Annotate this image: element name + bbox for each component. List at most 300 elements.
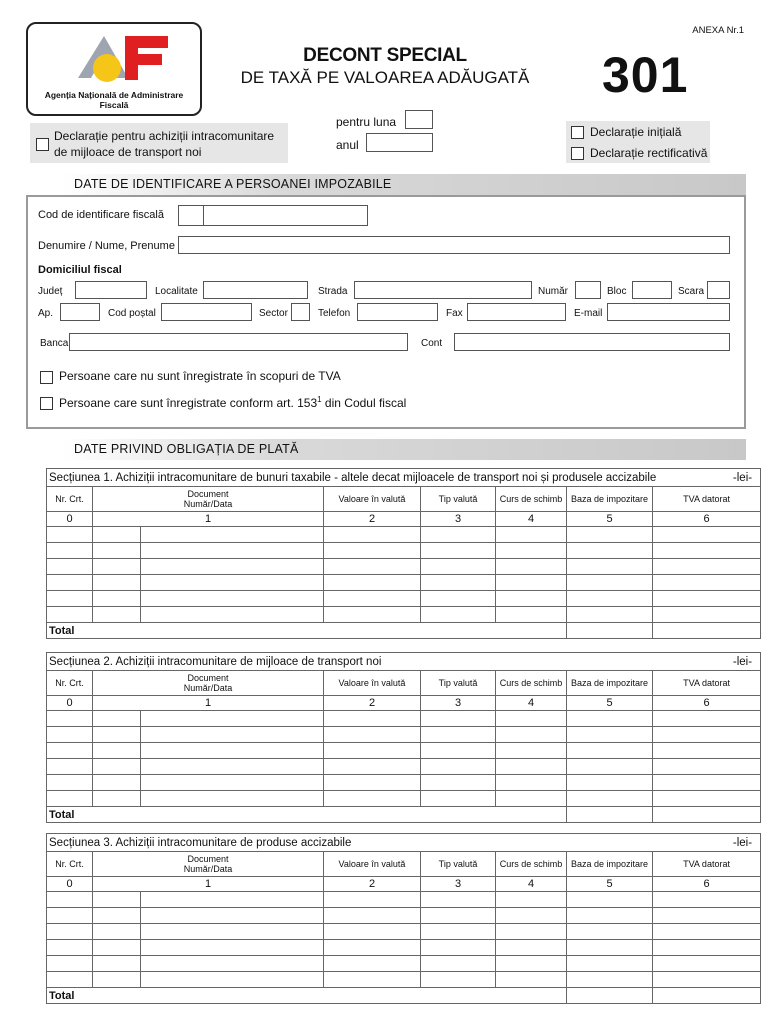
- numar-input[interactable]: [575, 281, 601, 299]
- inregistrate-label-post: din Codul fiscal: [321, 396, 407, 410]
- total-baza-cell[interactable]: [567, 807, 653, 823]
- col-document-text: Număr/Data: [183, 499, 233, 509]
- table-cell[interactable]: [653, 575, 761, 591]
- neinregistrate-checkbox[interactable]: [40, 371, 53, 384]
- logo-text-line1: Agenția Națională de Administrare: [44, 90, 184, 100]
- table-cell[interactable]: [567, 575, 653, 591]
- table-cell[interactable]: [93, 892, 141, 908]
- table-row: [47, 575, 761, 591]
- table-cell[interactable]: [93, 607, 141, 623]
- table-cell[interactable]: [324, 527, 421, 543]
- table-cell[interactable]: [421, 775, 496, 791]
- table-cell[interactable]: [653, 940, 761, 956]
- total-baza-cell[interactable]: [567, 623, 653, 639]
- total-tva-cell[interactable]: [653, 807, 761, 823]
- column-number: 6: [653, 512, 761, 527]
- sectiune-1-table: [46, 468, 761, 639]
- table-cell[interactable]: [496, 956, 567, 972]
- table-row: [47, 940, 761, 956]
- table-cell[interactable]: [567, 607, 653, 623]
- anul-input[interactable]: [366, 133, 433, 152]
- table-cell[interactable]: [496, 543, 567, 559]
- col-nr-crt-text: Nr. Crt.: [55, 494, 84, 504]
- table-cell[interactable]: [47, 727, 93, 743]
- table-cell[interactable]: [567, 940, 653, 956]
- column-number: 3: [421, 512, 496, 527]
- col-curs-schimb-text: Curs de schimb: [499, 494, 563, 504]
- sectiune-title-text: Secțiunea 2. Achiziții intracomunitare de mijloace de transport noi: [49, 655, 382, 668]
- table-cell[interactable]: [93, 956, 141, 972]
- col-baza-impozitare-text: Baza de impozitare: [570, 678, 649, 688]
- column-number: 4: [496, 877, 567, 892]
- ap-input[interactable]: [60, 303, 100, 321]
- col-tip-valuta: [421, 671, 496, 696]
- sector-label: Sector: [259, 308, 288, 319]
- table-cell[interactable]: [324, 924, 421, 940]
- table-cell[interactable]: [93, 743, 141, 759]
- column-number: 3: [421, 877, 496, 892]
- table-cell[interactable]: [141, 956, 324, 972]
- total-label: Total: [47, 623, 567, 639]
- table-cell[interactable]: [141, 607, 324, 623]
- table-cell[interactable]: [421, 559, 496, 575]
- col-nr-crt-text: Nr. Crt.: [55, 859, 84, 869]
- table-row: [47, 607, 761, 623]
- fax-input[interactable]: [467, 303, 566, 321]
- col-tva-datorat-text: TVA datorat: [683, 494, 730, 504]
- table-cell[interactable]: [324, 575, 421, 591]
- banca-label: Banca: [40, 338, 69, 349]
- column-number: 6: [653, 877, 761, 892]
- logo-text-line2: Fiscală: [99, 100, 129, 110]
- col-nr-crt: [47, 487, 93, 512]
- table-cell[interactable]: [47, 743, 93, 759]
- table-cell[interactable]: [47, 607, 93, 623]
- table-cell[interactable]: [47, 591, 93, 607]
- col-tva-datorat: [653, 487, 761, 512]
- table-cell[interactable]: [93, 972, 141, 988]
- table-cell[interactable]: [421, 759, 496, 775]
- table-cell[interactable]: [567, 527, 653, 543]
- table-cell[interactable]: [324, 743, 421, 759]
- col-tva-datorat-text: TVA datorat: [683, 678, 730, 688]
- denumire-label: Denumire / Nume, Prenume: [38, 240, 175, 252]
- column-number: 5: [567, 696, 653, 711]
- table-cell[interactable]: [653, 607, 761, 623]
- table-row: [47, 972, 761, 988]
- table-cell[interactable]: [324, 892, 421, 908]
- col-document-text: Număr/Data: [183, 864, 233, 874]
- table-row: [47, 591, 761, 607]
- column-number: 1: [93, 877, 324, 892]
- table-cell[interactable]: [653, 908, 761, 924]
- table-cell[interactable]: [141, 575, 324, 591]
- sector-input[interactable]: [291, 303, 310, 321]
- table-cell[interactable]: [141, 711, 324, 727]
- table-row: [47, 956, 761, 972]
- table-cell[interactable]: [421, 543, 496, 559]
- obligatie-section-title: DATE PRIVIND OBLIGAȚIA DE PLATĂ: [74, 442, 299, 456]
- bloc-input[interactable]: [632, 281, 672, 299]
- scara-input[interactable]: [707, 281, 730, 299]
- form-subtitle: DE TAXĂ PE VALOAREA ADĂUGATĂ: [240, 68, 530, 87]
- table-cell[interactable]: [496, 527, 567, 543]
- scara-label: Scara: [678, 286, 705, 297]
- col-baza-impozitare-text: Baza de impozitare: [570, 859, 649, 869]
- email-label: E-mail: [574, 308, 603, 319]
- table-cell[interactable]: [421, 924, 496, 940]
- table-cell[interactable]: [93, 940, 141, 956]
- table-cell[interactable]: [47, 543, 93, 559]
- column-number: 2: [324, 512, 421, 527]
- table-cell[interactable]: [567, 956, 653, 972]
- total-label: Total: [47, 807, 567, 823]
- obligatie-section-header: [26, 439, 746, 460]
- table-row: [47, 924, 761, 940]
- declaratie-initiala-label: Declarație inițială: [590, 125, 682, 139]
- table-cell[interactable]: [141, 543, 324, 559]
- table-cell[interactable]: [93, 543, 141, 559]
- table-row: [47, 791, 761, 807]
- table-cell[interactable]: [324, 908, 421, 924]
- table-cell[interactable]: [496, 924, 567, 940]
- table-cell[interactable]: [653, 791, 761, 807]
- table-cell[interactable]: [496, 575, 567, 591]
- sectiune-title-text: Secțiunea 1. Achiziții intracomunitare de bunuri taxabile - altele decat mijloacele de transport noi și produsele accizabile: [49, 471, 657, 484]
- table-cell[interactable]: [567, 972, 653, 988]
- table-cell[interactable]: [421, 940, 496, 956]
- table-row: [47, 743, 761, 759]
- table-cell[interactable]: [93, 575, 141, 591]
- table-cell[interactable]: [141, 759, 324, 775]
- domiciliu-label: Domiciliul fiscal: [38, 264, 122, 276]
- table-cell[interactable]: [653, 591, 761, 607]
- col-valoare-valuta-text: Valoare în valută: [338, 678, 406, 688]
- table-cell[interactable]: [653, 956, 761, 972]
- banca-input[interactable]: [69, 333, 408, 351]
- table-cell[interactable]: [653, 775, 761, 791]
- col-document-text: Document: [187, 673, 229, 683]
- table-cell[interactable]: [141, 743, 324, 759]
- table-cell[interactable]: [324, 591, 421, 607]
- declaratie-rectificativa-checkbox[interactable]: [571, 147, 584, 160]
- table-cell[interactable]: [47, 956, 93, 972]
- table-cell[interactable]: [93, 711, 141, 727]
- col-curs-schimb: [496, 671, 567, 696]
- cont-label: Cont: [421, 338, 443, 349]
- table-cell[interactable]: [421, 972, 496, 988]
- table-cell[interactable]: [496, 743, 567, 759]
- table-cell[interactable]: [567, 924, 653, 940]
- table-cell[interactable]: [47, 892, 93, 908]
- table-cell[interactable]: [93, 559, 141, 575]
- col-tva-datorat: [653, 671, 761, 696]
- table-cell[interactable]: [93, 924, 141, 940]
- luna-input[interactable]: [405, 110, 433, 129]
- table-cell[interactable]: [421, 711, 496, 727]
- table-cell[interactable]: [496, 791, 567, 807]
- table-cell[interactable]: [141, 908, 324, 924]
- localitate-label: Localitate: [155, 286, 198, 297]
- col-curs-schimb: [496, 487, 567, 512]
- table-cell[interactable]: [421, 527, 496, 543]
- col-baza-impozitare: [567, 671, 653, 696]
- table-cell[interactable]: [653, 892, 761, 908]
- table-cell[interactable]: [141, 591, 324, 607]
- table-cell[interactable]: [653, 559, 761, 575]
- table-cell[interactable]: [653, 543, 761, 559]
- table-row: [47, 908, 761, 924]
- table-cell[interactable]: [93, 791, 141, 807]
- col-curs-schimb-text: Curs de schimb: [499, 678, 563, 688]
- col-tva-datorat: [653, 852, 761, 877]
- table-cell[interactable]: [47, 791, 93, 807]
- table-cell[interactable]: [141, 924, 324, 940]
- col-valoare-valuta-text: Valoare în valută: [338, 859, 406, 869]
- column-number: 2: [324, 877, 421, 892]
- column-number: 1: [93, 696, 324, 711]
- table-cell[interactable]: [421, 743, 496, 759]
- declaratie-rectificativa-label: Declarație rectificativă: [590, 146, 708, 160]
- table-cell[interactable]: [496, 972, 567, 988]
- pentru-luna-label: pentru luna: [336, 115, 397, 129]
- col-tva-datorat-text: TVA datorat: [683, 859, 730, 869]
- table-cell[interactable]: [141, 527, 324, 543]
- table-cell[interactable]: [93, 775, 141, 791]
- table-cell[interactable]: [47, 559, 93, 575]
- col-valoare-valuta: [324, 671, 421, 696]
- judet-input[interactable]: [75, 281, 147, 299]
- sectiune-title: [47, 834, 761, 852]
- telefon-label: Telefon: [318, 308, 351, 319]
- table-cell[interactable]: [496, 759, 567, 775]
- col-curs-schimb-text: Curs de schimb: [499, 859, 563, 869]
- col-tip-valuta-text: Tip valută: [438, 678, 478, 688]
- table-cell[interactable]: [47, 527, 93, 543]
- table-row: [47, 543, 761, 559]
- form-title: DECONT SPECIAL: [303, 45, 467, 66]
- table-cell[interactable]: [141, 559, 324, 575]
- table-cell[interactable]: [93, 908, 141, 924]
- anaf-logo-icon: [70, 28, 170, 86]
- table-cell[interactable]: [496, 892, 567, 908]
- col-valoare-valuta: [324, 487, 421, 512]
- inregistrate-checkbox[interactable]: [40, 397, 53, 410]
- column-number: 5: [567, 512, 653, 527]
- col-valoare-valuta-text: Valoare în valută: [338, 494, 406, 504]
- column-number: 0: [47, 512, 93, 527]
- column-number: 0: [47, 877, 93, 892]
- table-cell[interactable]: [496, 940, 567, 956]
- table-cell[interactable]: [421, 791, 496, 807]
- table-row: [47, 527, 761, 543]
- total-tva-cell[interactable]: [653, 623, 761, 639]
- table-row: [47, 759, 761, 775]
- col-valoare-valuta: [324, 852, 421, 877]
- table-cell[interactable]: [567, 791, 653, 807]
- inregistrate-label-sup: 1: [317, 395, 322, 404]
- table-cell[interactable]: [496, 607, 567, 623]
- col-tip-valuta-text: Tip valută: [438, 494, 478, 504]
- total-tva-cell[interactable]: [653, 988, 761, 1004]
- table-cell[interactable]: [324, 791, 421, 807]
- cod-postal-label: Cod poștal: [108, 308, 156, 319]
- table-cell[interactable]: [653, 711, 761, 727]
- column-number: 0: [47, 696, 93, 711]
- strada-input[interactable]: [354, 281, 532, 299]
- column-number: 6: [653, 696, 761, 711]
- declaratie-initiala-checkbox[interactable]: [571, 126, 584, 139]
- table-cell[interactable]: [141, 727, 324, 743]
- table-cell[interactable]: [421, 575, 496, 591]
- table-cell[interactable]: [141, 791, 324, 807]
- table-cell[interactable]: [324, 940, 421, 956]
- col-document: [93, 671, 324, 696]
- column-number: 3: [421, 696, 496, 711]
- table-cell[interactable]: [567, 759, 653, 775]
- table-cell[interactable]: [324, 711, 421, 727]
- column-number: 2: [324, 696, 421, 711]
- judet-label: Județ: [38, 286, 63, 297]
- ap-label: Ap.: [38, 308, 54, 319]
- form-number: 301: [602, 47, 689, 103]
- table-cell[interactable]: [653, 727, 761, 743]
- table-cell[interactable]: [567, 591, 653, 607]
- neinregistrate-label: Persoane care nu sunt înregistrate în scopuri de TVA: [59, 369, 341, 383]
- email-input[interactable]: [607, 303, 730, 321]
- col-tip-valuta: [421, 487, 496, 512]
- unit-label: -lei-: [732, 655, 753, 668]
- table-cell[interactable]: [47, 972, 93, 988]
- inregistrate-label: [59, 395, 406, 410]
- table-cell[interactable]: [324, 559, 421, 575]
- unit-label: -lei-: [732, 471, 753, 484]
- cont-input[interactable]: [454, 333, 730, 351]
- col-nr-crt: [47, 671, 93, 696]
- sectiune-3-table: [46, 833, 761, 1004]
- bloc-label: Bloc: [607, 286, 627, 297]
- table-cell[interactable]: [567, 543, 653, 559]
- table-cell[interactable]: [324, 759, 421, 775]
- table-cell[interactable]: [567, 559, 653, 575]
- table-cell[interactable]: [567, 743, 653, 759]
- table-cell[interactable]: [47, 711, 93, 727]
- anaf-logo: [26, 22, 202, 116]
- annex-label: ANEXA Nr.1: [692, 25, 744, 36]
- strada-label: Strada: [318, 286, 348, 297]
- table-cell[interactable]: [324, 972, 421, 988]
- table-cell[interactable]: [653, 759, 761, 775]
- table-cell[interactable]: [653, 743, 761, 759]
- table-cell[interactable]: [324, 543, 421, 559]
- table-cell[interactable]: [141, 775, 324, 791]
- table-cell[interactable]: [653, 527, 761, 543]
- table-cell[interactable]: [324, 956, 421, 972]
- column-number: 4: [496, 696, 567, 711]
- numar-label: Număr: [538, 286, 569, 297]
- table-cell[interactable]: [421, 956, 496, 972]
- table-cell[interactable]: [421, 908, 496, 924]
- table-cell[interactable]: [421, 607, 496, 623]
- localitate-input[interactable]: [203, 281, 308, 299]
- table-cell[interactable]: [653, 924, 761, 940]
- col-document-text: Document: [187, 489, 229, 499]
- table-row: [47, 559, 761, 575]
- cod-fiscal-label: Cod de identificare fiscală: [38, 209, 164, 221]
- col-document: [93, 852, 324, 877]
- column-number: 1: [93, 512, 324, 527]
- col-baza-impozitare: [567, 487, 653, 512]
- table-cell[interactable]: [567, 711, 653, 727]
- table-cell[interactable]: [141, 940, 324, 956]
- sectiune-title: [47, 469, 761, 487]
- table-cell[interactable]: [496, 711, 567, 727]
- table-cell[interactable]: [141, 892, 324, 908]
- table-cell[interactable]: [141, 972, 324, 988]
- sectiune-title: [47, 653, 761, 671]
- table-cell[interactable]: [93, 759, 141, 775]
- table-cell[interactable]: [47, 924, 93, 940]
- table-cell[interactable]: [93, 727, 141, 743]
- column-number: 4: [496, 512, 567, 527]
- table-cell[interactable]: [47, 759, 93, 775]
- sectiune-2-table: [46, 652, 761, 823]
- table-cell[interactable]: [324, 775, 421, 791]
- table-cell[interactable]: [496, 775, 567, 791]
- table-cell[interactable]: [324, 727, 421, 743]
- table-cell[interactable]: [653, 972, 761, 988]
- table-cell[interactable]: [47, 940, 93, 956]
- table-cell[interactable]: [421, 591, 496, 607]
- col-document: [93, 487, 324, 512]
- table-cell[interactable]: [496, 559, 567, 575]
- fax-label: Fax: [446, 308, 463, 319]
- col-baza-impozitare: [567, 852, 653, 877]
- table-cell[interactable]: [567, 908, 653, 924]
- identificare-section-title: DATE DE IDENTIFICARE A PERSOANEI IMPOZABILE: [74, 177, 392, 191]
- column-number: 5: [567, 877, 653, 892]
- col-document-text: Document: [187, 854, 229, 864]
- cod-fiscal-input[interactable]: [178, 205, 368, 226]
- table-cell[interactable]: [47, 575, 93, 591]
- total-baza-cell[interactable]: [567, 988, 653, 1004]
- table-cell[interactable]: [47, 775, 93, 791]
- table-cell[interactable]: [496, 727, 567, 743]
- table-cell[interactable]: [421, 892, 496, 908]
- table-cell[interactable]: [567, 727, 653, 743]
- denumire-input[interactable]: [178, 236, 730, 254]
- table-cell[interactable]: [93, 527, 141, 543]
- col-nr-crt-text: Nr. Crt.: [55, 678, 84, 688]
- table-cell[interactable]: [496, 908, 567, 924]
- table-cell[interactable]: [421, 727, 496, 743]
- achizitii-label-line1: Declarație pentru achiziții intracomunitare: [54, 129, 275, 143]
- identificare-section-header: [26, 174, 746, 195]
- anul-label: anul: [336, 138, 359, 152]
- achizitii-checkbox[interactable]: [36, 138, 49, 151]
- table-cell[interactable]: [47, 908, 93, 924]
- table-cell[interactable]: [567, 775, 653, 791]
- table-row: [47, 727, 761, 743]
- table-cell[interactable]: [567, 892, 653, 908]
- table-row: [47, 711, 761, 727]
- table-cell[interactable]: [496, 591, 567, 607]
- table-cell[interactable]: [93, 591, 141, 607]
- cod-postal-input[interactable]: [161, 303, 252, 321]
- table-cell[interactable]: [324, 607, 421, 623]
- table-row: [47, 775, 761, 791]
- telefon-input[interactable]: [357, 303, 438, 321]
